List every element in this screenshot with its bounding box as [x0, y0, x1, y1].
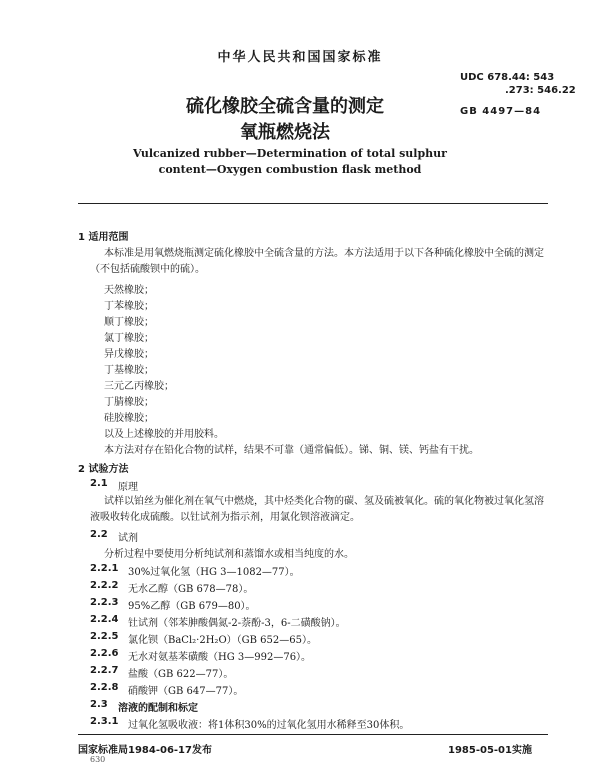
rubber-item: 丁腈橡胶； [104, 397, 154, 408]
issue-date: 国家标准局1984-06-17发布 [78, 745, 212, 756]
reagent-text: 氯化钡（BaCl₂·2H₂O）（GB 652—65）。 [128, 635, 317, 646]
reagent-number: 2.2.6 [90, 648, 119, 659]
reagent-number: 2.2.5 [90, 631, 119, 642]
reagent-number: 2.2.3 [90, 597, 119, 608]
gb-number: GB 4497—84 [460, 106, 542, 117]
rubber-item: 丁苯橡胶； [104, 301, 154, 312]
clause-number: 2.2 [90, 529, 108, 540]
section1-intro: 本标准是用氧燃烧瓶测定硫化橡胶中全硫含量的方法。本方法适用于以下各种硫化橡胶中全硫的测定（不包括硫酸钡中的硫）。 [90, 248, 544, 275]
rubber-item: 硅胶橡胶； [104, 413, 154, 424]
rubber-item: 三元乙丙橡胶； [104, 381, 174, 392]
reagent-text: 无水对氨基苯磺酸（HG 3—992—76）。 [128, 652, 312, 663]
title-en-line2: content—Oxygen combustion flask method [158, 163, 422, 176]
reagent-number: 2.2.1 [90, 563, 119, 574]
rubber-item: 丁基橡胶； [104, 365, 154, 376]
title-cn-line1: 硫化橡胶全硫含量的测定 [186, 96, 384, 117]
rubber-item: 异戊橡胶； [104, 349, 154, 360]
section2-heading: 2 试验方法 [78, 464, 129, 475]
title-en-line1: Vulcanized rubber—Determination of total sulphur [133, 147, 447, 160]
absorbent-solution-text: 过氧化氢吸收液：将1体积30%的过氧化氢用水稀释至30体积。 [128, 720, 410, 731]
clause-number: 2.1 [90, 478, 108, 489]
section1-heading: 1 适用范围 [78, 232, 129, 243]
reagent-text: 钍试剂（邻苯胂酸偶氮-2-萘酚-3，6-二磺酸钠）。 [128, 618, 346, 629]
clause-title: 试剂 [118, 533, 138, 544]
clause-number: 2.3 [90, 699, 108, 710]
effective-date: 1985-05-01实施 [448, 745, 532, 756]
reagent-text: 硝酸钾（GB 647—77）。 [128, 686, 244, 697]
principle-text: 试样以铂丝为催化剂在氧气中燃烧，其中烃类化合物的碳、氢及硫被氧化。硫的氧化物被过氧化氢溶液吸收转化成硫酸。以钍试剂为指示剂，用氯化钡溶液滴定。 [90, 496, 544, 523]
reagent-text: 盐酸（GB 622—77）。 [128, 669, 234, 680]
reagent-text: 30%过氧化氢（HG 3—1082—77）。 [128, 567, 300, 578]
reagent-number: 2.2.4 [90, 614, 119, 625]
page-number: 630 [90, 755, 106, 764]
country-standard-header: 中华人民共和国国家标准 [217, 50, 383, 65]
rubber-item: 天然橡胶； [104, 285, 154, 296]
reagents-intro: 分析过程中要使用分析纯试剂和蒸馏水或相当纯度的水。 [104, 549, 354, 560]
udc-code-line2: .273: 546.22 [505, 85, 576, 96]
reagent-text: 无水乙醇（GB 678—78）。 [128, 584, 254, 595]
reagent-number: 2.2.8 [90, 682, 119, 693]
rubber-item: 顺丁橡胶； [104, 317, 154, 328]
rubber-item: 以及上述橡胶的并用胶料。 [104, 429, 224, 440]
clause-title: 原理 [118, 482, 138, 493]
udc-code-line1: UDC 678.44: 543 [460, 72, 555, 83]
rubber-item: 氯丁橡胶； [104, 333, 154, 344]
title-cn-line2: 氧瓶燃烧法 [240, 122, 330, 143]
reagent-text: 95%乙醇（GB 679—80）。 [128, 601, 256, 612]
clause-title: 溶液的配制和标定 [118, 703, 198, 714]
section1-note: 本方法对存在铅化合物的试样，结果不可靠（通常偏低）。锑、铜、镁、钙盐有干扰。 [104, 445, 479, 456]
clause-number: 2.3.1 [90, 716, 119, 727]
top-divider [78, 203, 548, 204]
bottom-divider [78, 734, 548, 735]
reagent-number: 2.2.2 [90, 580, 119, 591]
reagent-number: 2.2.7 [90, 665, 119, 676]
